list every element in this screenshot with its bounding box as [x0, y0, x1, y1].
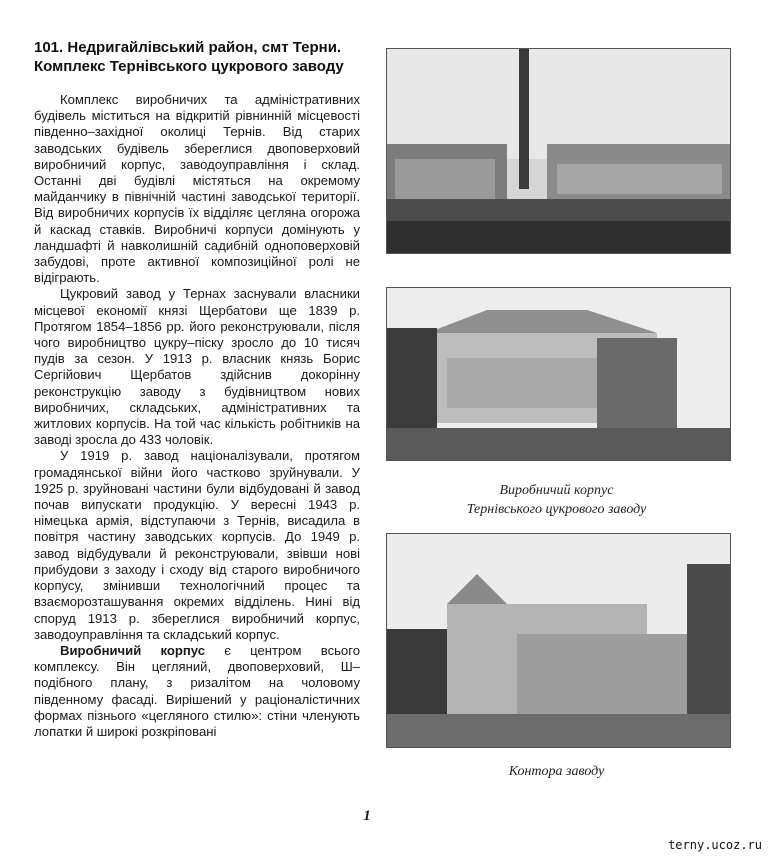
photo-production-building	[386, 287, 731, 461]
watermark-text: terny.ucoz.ru	[668, 838, 762, 852]
article-body	[34, 92, 360, 740]
title-line-2: Комплекс Тернівського цукрового заводу	[34, 58, 344, 75]
photo-factory-office	[386, 533, 731, 748]
paragraph-4-text: є центром всього комплексу. Він цегляний, двоповерховий, Ш–подібного плану, з ризалітом на чоловому південному фасаді. Вирішений у раціоналістичних формах пізнього «цегляного стилю»: стіни членують лопатки й широкі розкріповані	[34, 642, 360, 739]
article-column	[34, 38, 360, 740]
paragraph-4	[34, 643, 360, 740]
page-number: 1	[363, 808, 371, 824]
paragraph-4-lead: Виробничий корпус	[60, 642, 205, 658]
caption-factory-office	[364, 762, 749, 781]
caption-line-1: Виробничий корпус	[499, 483, 614, 498]
paragraph-2: Цукровий завод у Тернах заснували власники місцевої економії князі Щербатови ще 1839 р. Протягом 1854–1856 рр. його реконструювали, після чого виробництво цукру–піску зросло до 10 тисяч пудів за сезон. У 1913 р. власник князь Борис Сергійович Щербатов здійснив докорінну реконструкцію заводу з будівництвом нових виробничих, складських, адміністративних та житлових корпусів. На той час кількість робітників на заводі зросла до 433 чоловік.	[34, 286, 360, 448]
caption-production-building	[364, 481, 749, 519]
caption-office-line: Контора заводу	[508, 764, 605, 779]
title-line-1: 101. Недригайлівський район, смт Терни.	[34, 39, 342, 56]
article-title	[34, 38, 360, 76]
paragraph-1: Комплекс виробничих та адміністративних будівель міститься на відкритій рівнинній місцевості південно–західної околиці Тернів. Від старих заводських будівель збереглися двоповерховий виробничий корпус, заводоуправління і склад. Останні дві будівлі містяться на окремому майданчику в північній частині заводської території. Від виробничих корпусів їх відділяє цегляна огорожа й каскад ставків. Виробничі корпуси домінують у ландшафті й навколишній садибній одноповерховій забудові, проте активної композиційної ролі не відіграють.	[34, 92, 360, 286]
caption-line-2: Тернівського цукрового заводу	[466, 502, 647, 517]
photo-factory-panorama	[386, 48, 731, 254]
paragraph-3: У 1919 р. завод націоналізували, протягом громадянської війни його частково зруйнували. У 1925 р. зруйновані частини були відбудовані й завод почав випускати продукцію. У вересні 1943 р. німецька армія, відступаючи з Тернів, висадила в повітря частину заводських корпусів. До 1949 р. завод відбудували й реконструювали, звівши нові прибудови з заходу і сходу від старого виробничого корпусу, змінивши технологічний процес та взаєморозташування окремих відділень. Нині від споруд 1913 р. збереглися виробничий корпус, заводоуправління та складський корпус.	[34, 448, 360, 642]
